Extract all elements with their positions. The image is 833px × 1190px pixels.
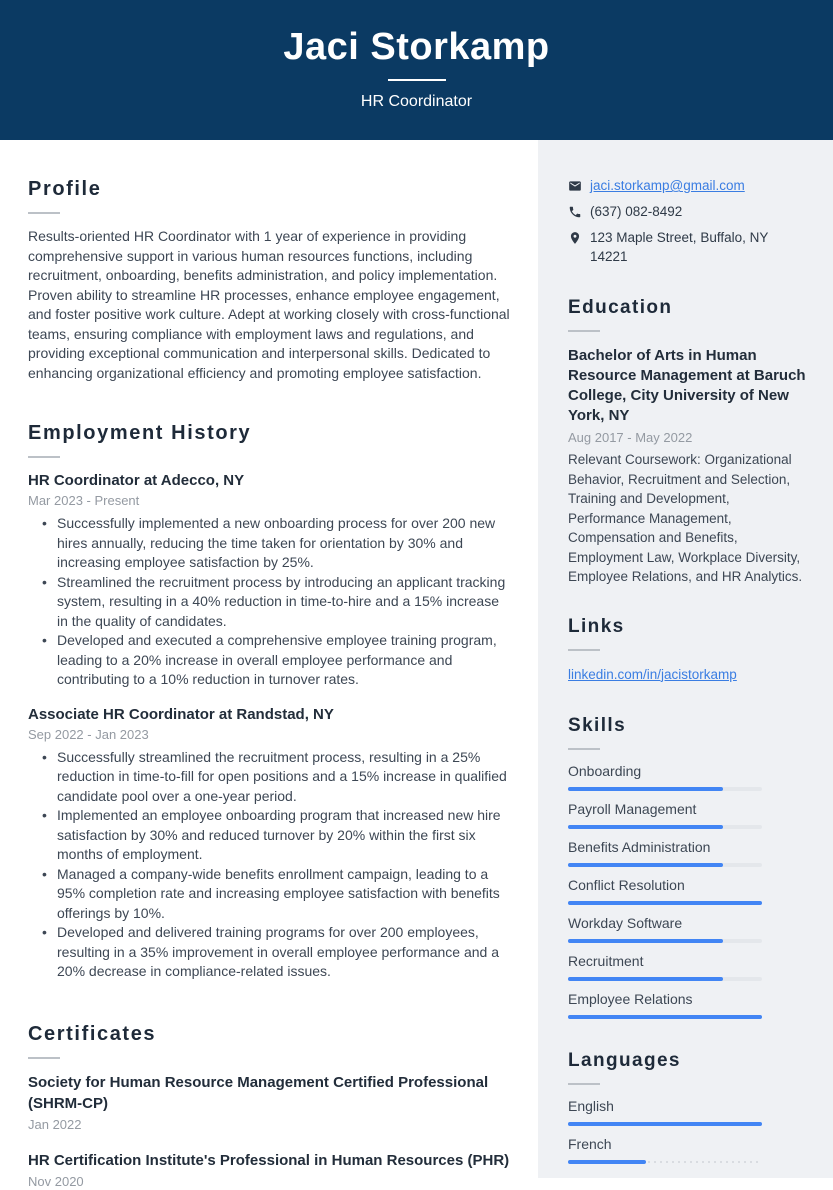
phone-icon <box>568 205 582 219</box>
employment-heading: Employment History <box>28 422 252 444</box>
education-section <box>568 296 807 587</box>
skill-item <box>568 990 807 1019</box>
languages-section <box>568 1049 807 1164</box>
skill-item <box>568 838 807 867</box>
skill-bar-track <box>568 1015 762 1019</box>
certificate-entry <box>28 1150 510 1190</box>
skill-name: Workday Software <box>568 914 683 931</box>
name-divider <box>388 79 446 81</box>
language-item <box>568 1135 807 1164</box>
skills-heading: Skills <box>568 714 627 736</box>
language-bar-track <box>568 1122 762 1126</box>
skill-bar-track <box>568 825 762 829</box>
skill-item <box>568 914 807 943</box>
contact-block <box>568 176 807 266</box>
skill-name: Benefits Administration <box>568 838 711 855</box>
skill-bar-track <box>568 863 762 867</box>
certificate-title: HR Certification Institute's Professional in Human Resources (PHR) <box>28 1151 510 1169</box>
job-bullet: • Managed a company-wide benefits enrollment campaign, leading to a 95% completion rate and increasing employee satisfaction with benefits offerings by 10%. <box>28 865 510 924</box>
certificate-title: Society for Human Resource Management Certified Professional (SHRM-CP) <box>28 1073 489 1112</box>
skill-item <box>568 762 807 791</box>
section-divider <box>568 649 600 651</box>
job-entry <box>28 471 510 690</box>
job-bullet-list <box>28 514 510 690</box>
language-item <box>568 1097 807 1126</box>
job-bullet: • Successfully implemented a new onboarding process for over 200 new hires annually, reducing the time taken for orientation by 30% and increasing employee satisfaction by 25%. <box>28 514 510 573</box>
job-bullet: • Streamlined the recruitment process by introducing an applicant tracking system, resulting in a 40% reduction in time-to-hire and a 15% increase in the quality of candidates. <box>28 573 510 632</box>
candidate-job-title: HR Coordinator <box>360 93 473 110</box>
certificate-entry <box>28 1072 510 1133</box>
job-bullet: • Developed and delivered training programs for over 200 employees, resulting in a 35% improvement in overall employee performance and a 20% decrease in compliance-related issues. <box>28 923 510 982</box>
links-section <box>568 615 807 684</box>
skill-name: Recruitment <box>568 952 644 969</box>
section-divider <box>28 212 60 214</box>
sidebar <box>538 140 833 1178</box>
skill-bar-track <box>568 787 762 791</box>
languages-heading: Languages <box>568 1049 681 1071</box>
resume-header <box>0 0 833 140</box>
language-name: French <box>568 1135 612 1152</box>
links-heading: Links <box>568 615 625 637</box>
certificate-date: Nov 2020 <box>28 1173 84 1189</box>
language-list <box>568 1097 807 1164</box>
skills-section <box>568 714 807 1019</box>
education-heading: Education <box>568 297 673 318</box>
section-divider <box>28 456 60 458</box>
linkedin-link[interactable]: linkedin.com/in/jacistorkamp <box>568 666 737 682</box>
skill-name: Employee Relations <box>568 990 693 1007</box>
skill-bar-fill <box>568 787 723 791</box>
certificates-section <box>28 1022 510 1190</box>
job-entry <box>28 705 510 982</box>
skill-bar-track <box>568 977 762 981</box>
phone-number: (637) 082-8492 <box>590 204 683 219</box>
degree-title: Bachelor of Arts in Human Resource Management at Baruch College, City University of New York, NY <box>568 347 806 424</box>
skill-list <box>568 762 807 1019</box>
section-divider <box>568 748 600 750</box>
language-bar-track <box>568 1160 762 1164</box>
contact-email-row <box>568 176 807 195</box>
skill-bar-fill <box>568 1015 762 1019</box>
language-bar-fill <box>568 1160 646 1164</box>
section-divider <box>28 1057 60 1059</box>
contact-phone-row <box>568 202 807 221</box>
email-link[interactable]: jaci.storkamp@gmail.com <box>590 178 745 193</box>
email-icon <box>568 179 582 193</box>
main-column <box>0 140 538 1189</box>
skill-name: Payroll Management <box>568 800 697 817</box>
skill-item <box>568 952 807 981</box>
certificate-date: Jan 2022 <box>28 1116 82 1132</box>
skill-bar-track <box>568 939 762 943</box>
section-divider <box>568 330 600 332</box>
job-period: Mar 2023 - Present <box>28 493 140 508</box>
skill-name: Conflict Resolution <box>568 876 685 893</box>
profile-text: Results-oriented HR Coordinator with 1 year of experience in providing comprehensive support in various human resources functions, including recruitment, onboarding, benefits administration, and policy implementation. Proven ability to streamline HR processes, enhance employee engagement, and foster positive work culture. Adept at working closely with cross-functional teams, ensuring compliance with employment laws and regulations, and providing exceptional communication and interpersonal skills. Dedicated to enhancing organizational efficiency and promoting employee satisfaction. <box>28 228 510 381</box>
language-name: English <box>568 1097 614 1114</box>
profile-section <box>28 177 510 383</box>
skill-bar-track <box>568 901 762 905</box>
job-bullet-list <box>28 748 510 982</box>
skill-name: Onboarding <box>568 762 642 779</box>
address-text: 123 Maple Street, Buffalo, NY 14221 <box>590 230 769 264</box>
job-period: Sep 2022 - Jan 2023 <box>28 726 149 742</box>
candidate-name: Jaci Storkamp <box>283 26 550 68</box>
job-bullet: • Implemented an employee onboarding program that increased new hire satisfaction by 30% and reduced turnover by 20% within the first six months of employment. <box>28 806 510 865</box>
job-bullet: • Developed and executed a comprehensive employee training program, leading to a 20% increase in overall employee performance and contributing to a 10% reduction in turnover rates. <box>28 631 510 690</box>
skill-bar-fill <box>568 977 723 981</box>
link-item <box>568 665 807 684</box>
skill-bar-fill <box>568 901 762 905</box>
profile-heading: Profile <box>28 178 102 200</box>
location-pin-icon <box>568 231 582 245</box>
certificates-heading: Certificates <box>28 1022 157 1045</box>
skill-bar-fill <box>568 939 723 943</box>
contact-address-row <box>568 228 807 266</box>
skill-bar-fill <box>568 863 723 867</box>
skill-item <box>568 876 807 905</box>
section-divider <box>568 1083 600 1085</box>
email-link-wrap <box>590 176 745 195</box>
education-description: Relevant Coursework: Organizational Behavior, Recruitment and Selection, Training and Development, Performance Management, Compensation and Benefits, Employment Law, Workplace Diversity, Employee Relations, and HR Analytics. <box>568 452 803 584</box>
job-title: Associate HR Coordinator at Randstad, NY <box>28 705 334 723</box>
job-bullet: • Successfully streamlined the recruitment process, resulting in a 25% reduction in time-to-fill for open positions and a 15% increase in qualified candidate pool over a one-year period. <box>28 748 510 807</box>
skill-bar-fill <box>568 825 723 829</box>
employment-history-section <box>28 421 510 982</box>
skill-item <box>568 800 807 829</box>
content-columns <box>0 140 833 1189</box>
job-title: HR Coordinator at Adecco, NY <box>28 472 245 489</box>
education-period: Aug 2017 - May 2022 <box>568 430 693 445</box>
language-bar-fill <box>568 1122 762 1126</box>
